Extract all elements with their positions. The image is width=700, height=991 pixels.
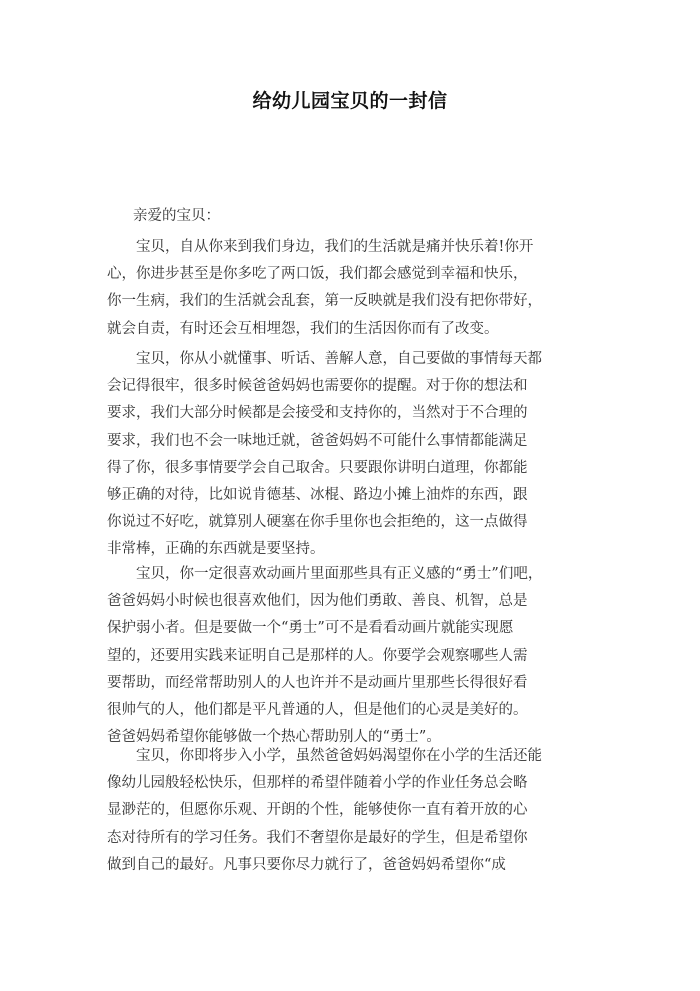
paragraph-line: 宝贝，你从小就懂事、听话、善解人意，自己要做的事情每天都 bbox=[107, 351, 542, 367]
paragraph-line: 非常棒，正确的东西就是要坚持。 bbox=[107, 541, 325, 558]
paragraph-line: 就会自责，有时还会互相埋怨，我们的生活因你而有了改变。 bbox=[107, 320, 499, 337]
paragraph-line: 望的，还要用实践来证明自己是那样的人。你要学会观察哪些人需 bbox=[107, 647, 528, 664]
paragraph-3 bbox=[107, 561, 595, 751]
paragraph-line: 你一生病，我们的生活就会乱套，第一反映就是我们没有把你带好， bbox=[107, 293, 542, 310]
paragraph-line: 要求，我们也不会一味地迁就，爸爸妈妈不可能什么事情都能满足 bbox=[107, 432, 528, 449]
paragraph-line: 够正确的对待，比如说肯德基、冰棍、路边小摊上油炸的东西，跟 bbox=[107, 486, 528, 503]
paragraph-line: 像幼儿园般轻松快乐，但那样的希望伴随着小学的作业任务总会略 bbox=[107, 775, 528, 792]
paragraph-line: 你说过不好吃，就算别人硬塞在你手里你也会拒绝的，这一点做得 bbox=[107, 514, 528, 531]
paragraph-line: 宝贝，你一定很喜欢动画片里面那些具有正义感的“勇士”们吧， bbox=[107, 566, 543, 582]
document-title: 给幼儿园宝贝的一封信 bbox=[252, 90, 448, 112]
paragraph-line: 宝贝，你即将步入小学，虽然爸爸妈妈渴望你在小学的生活还能 bbox=[107, 748, 542, 764]
paragraph-4 bbox=[107, 743, 595, 879]
paragraph-line: 会记得很牢，很多时候爸爸妈妈也需要你的提醒。对于你的想法和 bbox=[107, 378, 528, 395]
paragraph-2 bbox=[107, 346, 595, 564]
paragraph-line: 要帮助，而经常帮助别人的人也许并不是动画片里那些长得很好看 bbox=[107, 674, 528, 691]
paragraph-line: 得了你，很多事情要学会自己取舍。只要跟你讲明白道理，你都能 bbox=[107, 459, 528, 476]
paragraph-line: 宝贝，自从你来到我们身边，我们的生活就是痛并快乐着!你开 bbox=[107, 239, 534, 255]
paragraph-line: 很帅气的人，他们都是平凡普通的人，但是他们的心灵是美好的。 bbox=[107, 701, 528, 718]
paragraph-line: 显渺茫的，但愿你乐观、开朗的个性，能够使你一直有着开放的心 bbox=[107, 802, 528, 819]
paragraph-line: 心，你进步甚至是你多吃了两口饭，我们都会感觉到幸福和快乐， bbox=[107, 266, 528, 283]
paragraph-line: 爸爸妈妈小时候也很喜欢他们，因为他们勇敢、善良、机智，总是 bbox=[107, 593, 528, 610]
salutation: 亲爱的宝贝： bbox=[133, 208, 220, 224]
paragraph-line: 爸爸妈妈希望你能够做一个热心帮助别人的“勇士”。 bbox=[107, 729, 441, 746]
paragraph-line: 态对待所有的学习任务。我们不奢望你是最好的学生，但是希望你 bbox=[107, 829, 528, 846]
paragraph-1 bbox=[107, 234, 595, 343]
paragraph-line: 做到自己的最好。凡事只要你尽力就行了，爸爸妈妈希望你“成 bbox=[107, 856, 506, 873]
paragraph-line: 要求，我们大部分时候都是会接受和支持你的，当然对于不合理的 bbox=[107, 405, 528, 422]
paragraph-line: 保护弱小者。但是要做一个“勇士”可不是看看动画片就能实现愿 bbox=[107, 620, 514, 637]
